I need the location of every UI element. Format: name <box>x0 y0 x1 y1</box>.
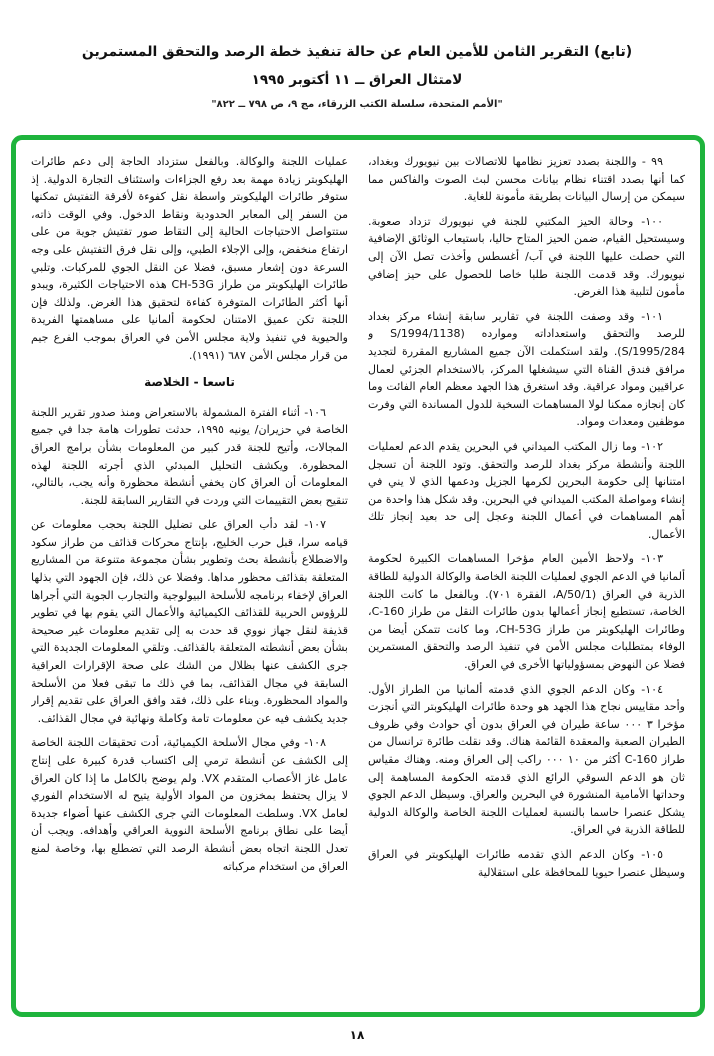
paragraph-108: ١٠٨- وفي مجال الأسلحة الكيميائية، أدت تحقيقات اللجنة الخاصة إلى الكشف عن أنشطة ترمي إلى اكتساب قدرة كبيرة على إنتاج عامل غاز الأعصاب المتقدم VX. ولم يوضح بالكامل ما إذا كان العراق لا يزال يحتفظ بمخزون من المواد الأولية يتيح له الاستخدام الفوري لعامل VX. وسلطت المعلومات التي جرى الكشف عنها أضواء جديدة أيضا على نطاق برنامج الأسلحة النووية العراقي وأهدافه. ويجب أن تعدل اللجنة اتجاه بعض أنشطة الرصد التي تضطلع بها، وخاصة لمنع العراق من استخدام مركباته <box>31 736 348 873</box>
column-left <box>31 153 348 1004</box>
two-column-text <box>31 153 685 1004</box>
paragraph-102: ١٠٢- وما زال المكتب الميداني في البحرين يقدم الدعم لعمليات اللجنة وأنشطة مركز بغداد للرصد والتحقق. وتود اللجنة أن تسجل امتنانها إلى حكومة البحرين لكرمها الجزيل ودعمها الذي لا يني في إنشاء ومواصلة المكتب الميداني في البحرين. وقد شكل هذا واحدة من أهم المساهمات في أعمال اللجنة وعجل إلى حد بعيد إنجاز تلك الأعمال. <box>368 439 685 541</box>
report-title-line-1: (تابع) التقرير الثامن للأمين العام عن حالة تنفيذ خطة الرصد والتحقق المستمرين <box>81 44 633 60</box>
paragraph-107: ١٠٧- لقد دأب العراق على تضليل اللجنة بحجب معلومات عن قيامه سرا، قبل حرب الخليج، بإنتاج محركات قذائف من طراز سكود والاضطلاع بأنشطة بحث وتطوير بشأن مجموعة متنوعة من المشاريع المتعلقة بقذائف محظور مداها. وفضلا عن ذلك، فإن الجهود التي بذلها العراق لإخفاء برنامجه للأسلحة البيولوجية والتجارب الجوية التي أجراها للرؤوس الحربية للقذائف الكيميائية والأعمال التي يقوم بها في تطوير قذيفة لنقل جهاز نووي قد حدت به إلى تقديم معلومات غير صحيحة بشأن بعض أنشطته المتعلقة بالقذائف. وتلقي المعلومات الجديدة التي جرى الكشف عنها بظلال من الشك على صحة الإقرارات العراقية السابقة في مجال القذائف، بما في ذلك ما تبقى فعلا من الأسلحة والمواد المحظورة. وبناء على ذلك، فقد وافق العراق على تقديم إقرار جديد يكشف فيه عن معلومات تامة وكاملة ونهائية في مجال القذائف. <box>31 518 348 725</box>
document-header <box>0 42 714 110</box>
paragraph-101: ١٠١- وقد وصفت اللجنة في تقارير سابقة إنشاء مركز بغداد للرصد والتحقق واستعداداته وموارده (S/1994/1138 و S/1995/284). ولقد استكملت الآن جميع المشاريع المقررة لتجديد مرافق فندق القناة التي سيشغلها المركز، بالاستخدام الجزئي لعمال عراقيين ومواد عراقية. وقد استغرق هذا الجهد معظم العام الفائت وما كان إنجازه ممكنا لولا المساهمات السخية للدول المساندة التي وفرت موظفين ومعدات ومواد. <box>368 309 685 429</box>
paragraph-106: ١٠٦- أثناء الفترة المشمولة بالاستعراض ومنذ صدور تقرير اللجنة الخاصة في حزيران/ يونيه ١٩٩٥، حدثت تطورات هامة جدا في جميع المجالات، وأتيح للجنة قدر كبير من المعلومات بشأن برامج العراق المحظورة. ويكشف التحليل المبدئي الذي أجرته اللجنة لهذه المعلومات أن العراق كان يخفي أنشطة محظورة وأنه يجب، بالتالي، تنقيح بعض التقييمات التي وردت في التقارير السابقة للجنة. <box>31 405 348 507</box>
source-citation: "الأمم المتحدة، سلسلة الكتب الزرقاء، مج ٩، ص ٧٩٨ ــ ٨٢٢" <box>211 99 503 110</box>
paragraph-105: ١٠٥- وكان الدعم الذي تقدمه طائرات الهليكوبتر في العراق وسيظل عنصرا حيويا للمحافظة على استقلالية <box>368 847 685 879</box>
paragraph-103: ١٠٣- ولاحظ الأمين العام مؤخرا المساهمات الكبيرة لحكومة ألمانيا في الدعم الجوي لعمليات اللجنة الخاصة والوكالة الدولية للطاقة الذرية في العراق (A/50/1، الفقرة ٧٠١). وبالفعل ما كانت اللجنة الخاصة، تستطيع إنجاز أعمالها بدون طائرات النقل من طراز C-160، وطائرات الهليكوبتر من طراز CH-53G، وما كانت تتمكن أيضا من الوفاء بمتطلبات مجلس الأمن في تنفيذ الرصد والتحقق المستمرين فضلا عن النهوض بمسؤولياتها الأخرى في العراق. <box>368 552 685 672</box>
green-highlight-frame <box>11 135 705 1017</box>
paragraph-105-continuation: عمليات اللجنة والوكالة. وبالفعل ستزداد الحاجة إلى دعم طائرات الهليكوبتر زيادة مهمة بعد رفع الجزاءات واستئناف التجارة الدولية. إذ ستوفر طائرات الهليكوبتر واسطة نقل كفوءة لأفرقة التفتيش تمكنها من السفر إلى المعابر الحدودية ونقاط الدخول. وفي الوقت ذاته، ستتواصل الاحتياجات الحالية إلى التقاط صور تفتيش جوية من على ارتفاع منخفض، وإلى الإجلاء الطبي، وإلى نقل فرق التفتيش على وجه السرعة دون إشعار مسبق، فضلا عن النقل الجوي للمركبات. وتلبي طائرات الهليكوبتر من طراز CH-53G هذه الاحتياجات الكثيرة، ويبدو أنها أكثر الطائرات المتوفرة كفاءة لتحقيق هذا الغرض. ولذلك فإن اللجنة تكن عميق الامتنان لحكومة ألمانيا على مساهمتها الفريدة والحيوية في تنفيذ ولاية مجلس الأمن في العراق بموجب الفرع جيم من قرار مجلس الأمن ٦٨٧ (١٩٩١). <box>31 155 348 362</box>
section-heading-conclusion: تاسعا - الخلاصة <box>144 375 235 390</box>
page-number: ١٨ <box>349 1028 365 1042</box>
paragraph-99: ٩٩ - واللجنة بصدد تعزيز نظامها للاتصالات بين نيويورك وبغداد، كما أنها بصدد اقتناء نظام بيانات محسن لبث الصوت والفاكس مما سيمكن من إرسال البيانات بطريقة مأمونة للغاية. <box>368 155 685 204</box>
paragraph-100: ١٠٠- وحالة الحيز المكتبي للجنة في نيويورك تزداد صعوبة. وسيستحيل القيام، ضمن الحيز المتاح حاليا، باستيعاب الوثائق الإضافية التي حصلت عليها اللجنة في آب/ أغسطس وأخذت تصل الآن إلى نيويورك. وقد قدمت اللجنة طلبا خاصا للحصول على حيز إضافي مأمون لتلبية هذا الغرض. <box>368 214 685 299</box>
column-right <box>368 153 685 1004</box>
report-title-line-2: لامتثال العراق ــ ١١ أكتوبر ١٩٩٥ <box>251 72 463 88</box>
paragraph-104: ١٠٤- وكان الدعم الجوي الذي قدمته ألمانيا من الطراز الأول. وأحد مقاييس نجاح هذا الجهد هو وحدة طائرات الهليكوبتر التي أنجزت مؤخرا ٣ ٠٠٠ ساعة طيران في العراق بدون أي حوادث وفي ظروف الطيران الصعبة والمعقدة القائمة هناك. وقد نقلت طائرة ترانسال من طراز C-160 أكثر من ١٠ ٠٠٠ راكب إلى العراق ومنه. وهناك مقياس ثان هو الدعم السوقي الرائع الذي قدمته الحكومة المساهمة إلى وحداتها الأمامية المنشورة في البحرين والعراق. وسيظل الدعم الجوي يشكل عنصرا حاسما بالنسبة لعمليات اللجنة الخاصة والوكالة الدولية للطاقة الذرية في العراق. <box>368 682 685 837</box>
